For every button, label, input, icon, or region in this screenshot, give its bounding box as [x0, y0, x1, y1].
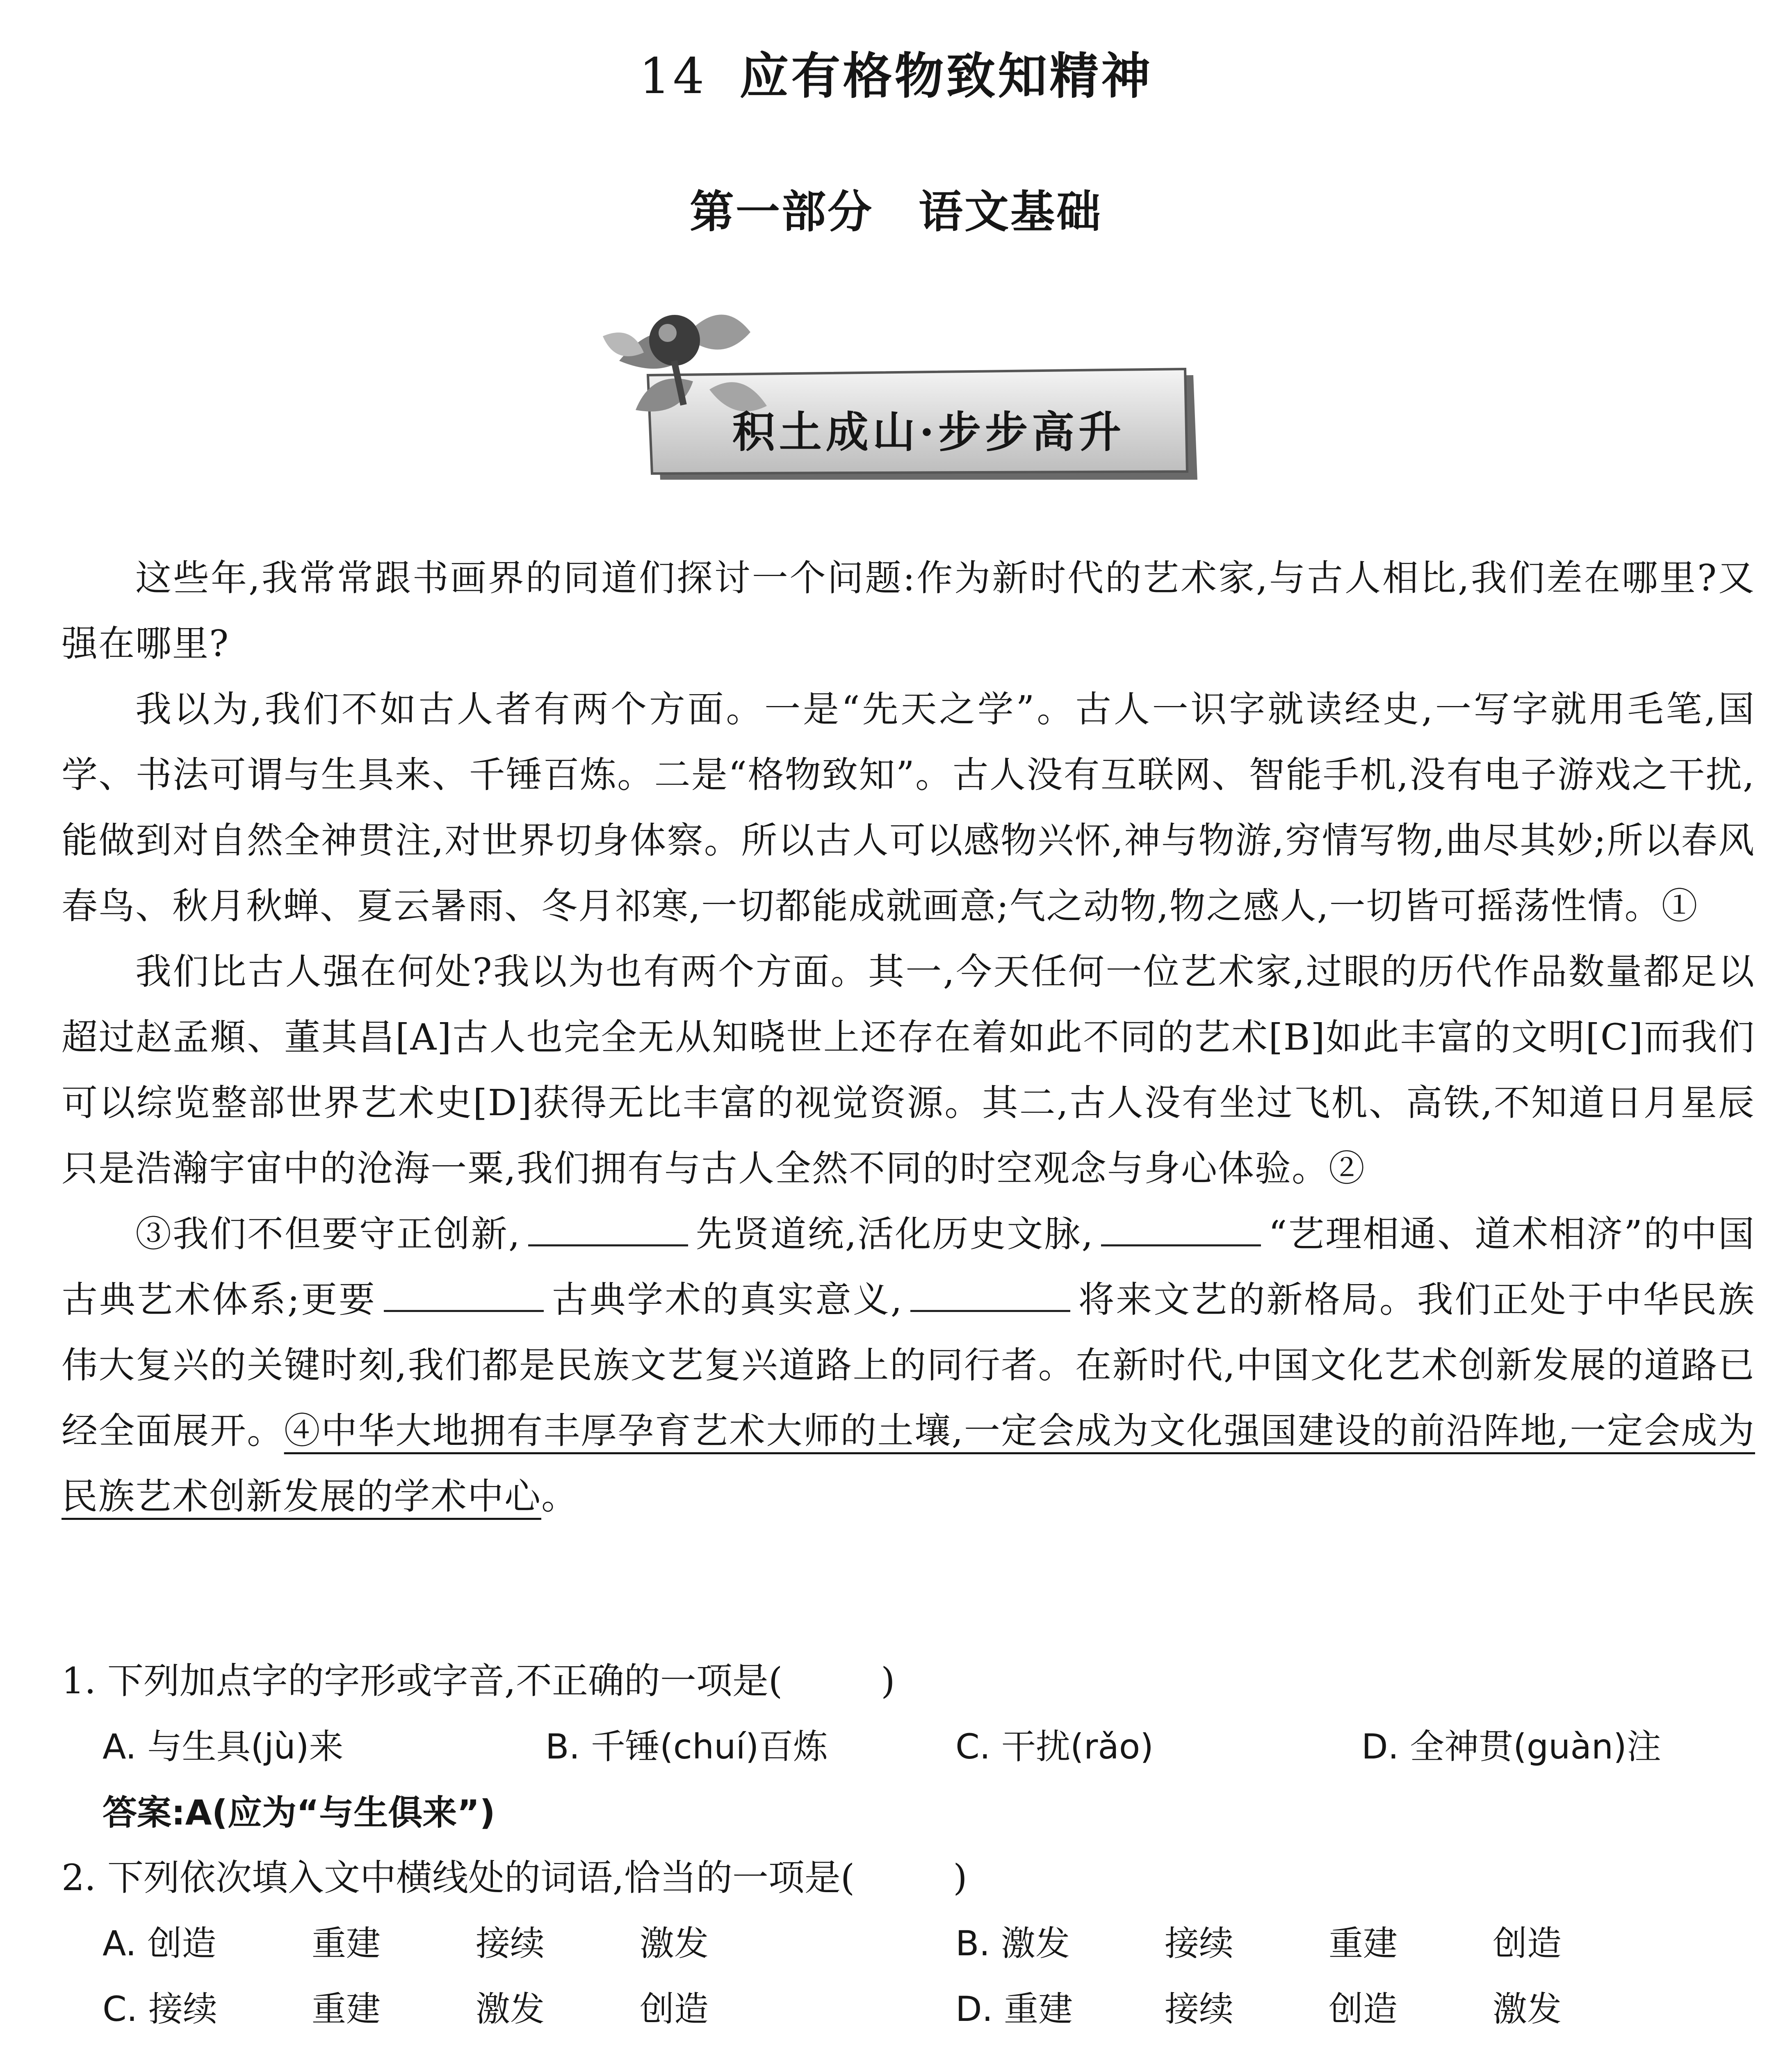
question-1-answer: 答案:A(应为“与生俱来”) [103, 1793, 495, 1833]
passage-paragraph-3: 我们比古人强在何处?我以为也有两个方面。其一,今天任何一位艺术家,过眼的历代作品数量都足以超过赵孟頫、董其昌[A]古人也完全无从知晓世上还存在着如此不同的艺术[B]如此丰富的文明[C]而我们可以综览整部世界艺术史[D]获得无比丰富的视觉资源。其二,古人没有坐过飞机、高铁,不知道日月星辰只是浩瀚宇宙中的沧海一粟,我们拥有与古人全然不同的时空观念与身心体验。② [62, 950, 1755, 1189]
question-2-option-a-2: 重建 [312, 1923, 381, 1963]
section-banner [586, 287, 1206, 484]
question-1-option-b: B. 千锤(chuí)百炼 [545, 1727, 828, 1767]
question-2-option-c-4: 创造 [640, 1989, 709, 2029]
fill-blank-4[interactable] [910, 1281, 1070, 1312]
banner-title: 积土成山·步步高升 [732, 407, 1126, 457]
lesson-title [0, 37, 1792, 107]
question-1-stem: 1. 下列加点字的字形或字音,不正确的一项是( ) [62, 1660, 895, 1702]
question-2-option-b-1: B. 激发 [955, 1923, 1070, 1963]
question-2-option-a-1: A. 创造 [103, 1923, 217, 1963]
question-2-option-b-3: 重建 [1329, 1923, 1398, 1963]
lesson-number: 14 [639, 48, 707, 105]
lesson-title-text: 应有格物致知精神 [739, 47, 1153, 105]
part-heading [0, 176, 1792, 240]
question-2-option-c-2: 重建 [312, 1989, 381, 2029]
question-2-option-d-4: 激发 [1493, 1989, 1562, 2029]
question-1-option-a: A. 与生具(jù)来 [103, 1727, 344, 1767]
underlined-sentence: ④中华大地拥有丰厚孕育艺术大师的土壤,一定会成为文化强国建设的前沿阵地,一定会成为民族艺术创新发展的学术中心 [62, 1410, 1755, 1517]
passage-paragraph-4: ③我们不但要守正创新, 先贤道统,活化历史文脉, “艺理相通、道术相济”的中国古典艺术体系;更要 古典学术的真实意义, 将来文艺的新格局。我们正处于中华民族伟大复兴的关键时刻,我们都是民族文艺复兴道路上的同行者。在新时代,中国文化艺术创新发展的道路已经全面展开。④中华大地拥有丰厚孕育艺术大师的土壤,一定会成为文化强国建设的前沿阵地,一定会成为民族艺术创新发展的学术中心。 [62, 1213, 1755, 1517]
question-2-option-d-3: 创造 [1329, 1989, 1398, 2029]
question-2-answer [103, 2042, 1755, 2050]
question-2-option-c-3: 激发 [476, 1989, 545, 2029]
question-2-stem: 2. 下列依次填入文中横线处的词语,恰当的一项是( ) [62, 1856, 967, 1899]
question-2-option-b-4: 创造 [1493, 1923, 1562, 1963]
part-heading-a: 第一部分 [689, 187, 873, 238]
question-2-option-a-3: 接续 [476, 1923, 545, 1963]
question-2-option-b-2: 接续 [1165, 1923, 1234, 1963]
question-2-option-a-4: 激发 [640, 1923, 709, 1963]
passage-paragraph-2: 我以为,我们不如古人者有两个方面。一是“先天之学”。古人一识字就读经史,一写字就用毛笔,国学、书法可谓与生具来、千锤百炼。二是“格物致知”。古人没有互联网、智能手机,没有电子游戏之干扰,能做到对自然全神贯注,对世界切身体察。所以古人可以感物兴怀,神与物游,穷情写物,曲尽其妙;所以春风春鸟、秋月秋蝉、夏云暑雨、冬月祁寒,一切都能成就画意;气之动物,物之感人,一切皆可摇荡性情。① [62, 688, 1755, 927]
question-1-option-d: D. 全神贯(guàn)注 [1361, 1727, 1661, 1767]
fill-blank-1[interactable] [528, 1216, 688, 1246]
part-heading-b: 语文基础 [919, 187, 1103, 238]
fill-blank-3[interactable] [384, 1281, 544, 1312]
question-2-option-d-2: 接续 [1165, 1989, 1234, 2029]
question-2-option-c-1: C. 接续 [103, 1989, 218, 2029]
reading-passage [62, 545, 1755, 1529]
question-2-option-d-1: D. 重建 [955, 1989, 1073, 2029]
passage-paragraph-1: 这些年,我常常跟书画界的同道们探讨一个问题:作为新时代的艺术家,与古人相比,我们差在哪里?又强在哪里? [62, 557, 1755, 665]
question-1-option-c: C. 干扰(rǎo) [955, 1727, 1154, 1767]
fill-blank-2[interactable] [1101, 1216, 1261, 1246]
